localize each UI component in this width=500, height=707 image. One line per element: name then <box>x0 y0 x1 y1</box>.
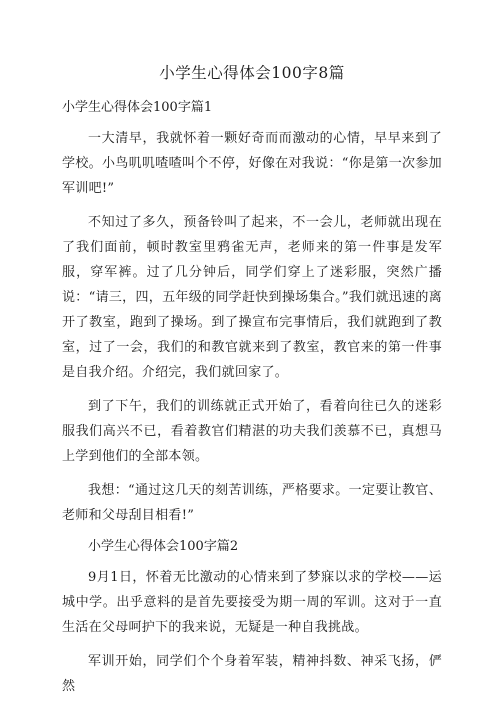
paragraph: 军训开始，同学们个个身着军装，精神抖数、神采飞扬，俨然 <box>62 654 442 694</box>
paragraph: 我想：“通过这几天的刻苦训练，严格要求。一定要让教官、老师和父母刮目相看!” <box>62 483 442 523</box>
paragraph: 9月1日，怀着无比激动的心情来到了梦寐以求的学校——运城中学。出乎意料的是首先要接受为期一周的军训。这对于一直生活在父母呵护下的我来说，无疑是一种自我挑战。 <box>62 570 442 635</box>
section-heading: 小学生心得体会100字篇2 <box>88 539 239 554</box>
paragraph: 不知过了多久，预备铃叫了起来，不一会儿，老师就出现在了我们面前，顿时教室里鸦雀无声，老师来的第一件事是发军服，穿军裤。过了几分钟后，同学们穿上了迷彩服，突然广播说：“请三，四，五年级的同学赶快到操场集合。”我们就迅速的离开了教室，跑到了操场。到了操宣布完事情后，我们就跑到了教室，过了一会，我们的和教官就来到了教室，教官来的第一件事是自我介绍。介绍完，我们就回家了。 <box>62 215 442 380</box>
section-2 <box>62 537 442 699</box>
paragraph: 到了下午，我们的训练就正式开始了，看着向往已久的迷彩服我们高兴不已，看着教官们精湛的功夫我们羡慕不已，真想马上学到他们的全部本领。 <box>62 399 442 464</box>
section-heading: 小学生心得体会100字篇1 <box>62 100 213 115</box>
section-1 <box>62 98 442 528</box>
paragraph: 一大清早，我就怀着一颗好奇而而激动的心情，早早来到了学校。小鸟叽叽喳喳叫个不停，好像在对我说：“你是第一次参加军训吧!” <box>62 131 442 196</box>
document-title: 小学生心得体会100字8篇 <box>159 64 345 82</box>
